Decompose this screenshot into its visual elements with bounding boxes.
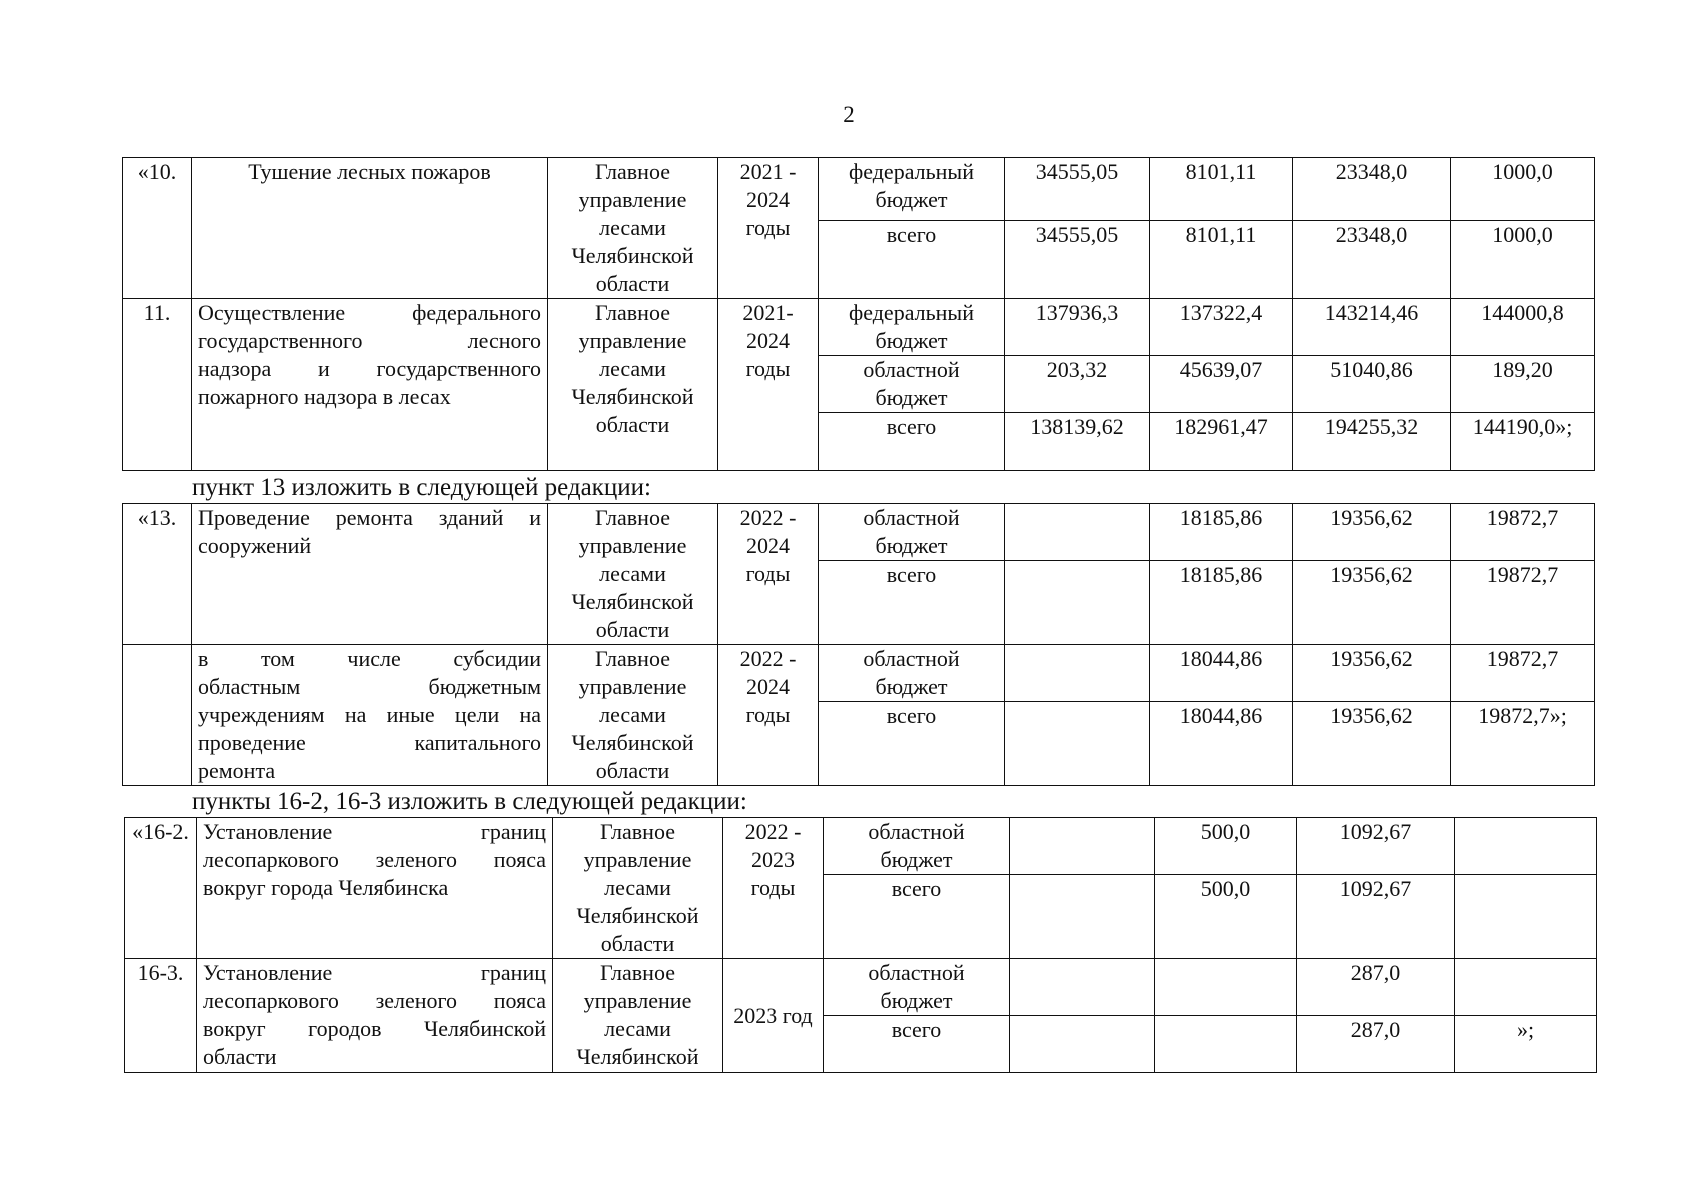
funding-source: областной бюджет [824,818,1010,875]
value-cell: 19872,7 [1451,504,1595,561]
value-cell [1455,875,1597,959]
value-cell: 287,0 [1297,959,1455,1016]
value-cell: 18185,86 [1150,504,1293,561]
measure-name-line: Проведение ремонта зданий и [198,505,541,530]
value-cell: 45639,07 [1150,356,1293,413]
value-cell: 500,0 [1155,875,1297,959]
value-cell: 138139,62 [1005,413,1150,471]
funding-source: федеральный бюджет [819,299,1005,356]
measure-name-line: пожарного надзора в лесах [198,384,451,409]
responsible-agency: Главное управление лесами Челябинской [553,959,723,1073]
row-number: 16-3. [125,959,197,1073]
responsible-agency: Главное управление лесами Челябинской области [553,818,723,959]
funding-source: всего [819,413,1005,471]
period: 2022 - 2024 годы [718,504,819,645]
value-cell: 18185,86 [1150,561,1293,645]
value-cell: 1000,0 [1451,158,1595,221]
measure-name [197,959,553,1073]
measure-name-line: в том числе субсидии [198,646,541,671]
value-cell [1155,1016,1297,1073]
measure-name-line: лесопаркового зеленого пояса [203,847,546,872]
value-cell [1455,959,1597,1016]
value-cell: 137936,3 [1005,299,1150,356]
value-cell: 19872,7 [1451,645,1595,702]
responsible-agency: Главное управление лесами Челябинской области [548,645,718,786]
value-cell: »; [1455,1016,1597,1073]
measure-name [192,299,548,471]
value-cell [1455,818,1597,875]
value-cell: 34555,05 [1005,158,1150,221]
value-cell: 51040,86 [1293,356,1451,413]
value-cell [1005,645,1150,702]
value-cell: 19356,62 [1293,645,1451,702]
funding-source: всего [819,561,1005,645]
measure-name-line: лесопаркового зеленого пояса [203,988,546,1013]
funding-source: областной бюджет [819,504,1005,561]
table-row [125,818,1597,875]
value-cell: 1092,67 [1297,875,1455,959]
value-cell: 182961,47 [1150,413,1293,471]
measure-name [192,504,548,645]
measure-name [192,645,548,786]
responsible-agency: Главное управление лесами Челябинской области [548,299,718,471]
measure-name-line: областным бюджетным [198,674,541,699]
row-number [123,645,192,786]
row-number: «10. [123,158,192,299]
measures-table-middle [122,503,1595,786]
measure-name-line: проведение капитального [198,730,541,755]
funding-source: всего [819,221,1005,299]
value-cell: 1092,67 [1297,818,1455,875]
value-cell: 19356,62 [1293,702,1451,786]
table-row [125,959,1597,1016]
value-cell: 18044,86 [1150,645,1293,702]
measure-name: Тушение лесных пожаров [192,158,548,299]
funding-source: всего [824,1016,1010,1073]
value-cell: 1000,0 [1451,221,1595,299]
measure-name-line: Установление границ [203,960,546,985]
value-cell: 194255,32 [1293,413,1451,471]
measure-name-line: ремонта [198,758,276,783]
value-cell: 18044,86 [1150,702,1293,786]
value-cell [1010,959,1155,1016]
value-cell: 23348,0 [1293,158,1451,221]
row-number: «16-2. [125,818,197,959]
funding-source: областной бюджет [819,356,1005,413]
value-cell: 144190,0»; [1451,413,1595,471]
measure-name-line: государственного лесного [198,328,541,353]
value-cell [1010,818,1155,875]
period: 2023 год [723,959,824,1073]
value-cell: 8101,11 [1150,221,1293,299]
value-cell [1010,1016,1155,1073]
value-cell: 8101,11 [1150,158,1293,221]
value-cell: 144000,8 [1451,299,1595,356]
table-row [123,504,1595,561]
measure-name-line: Осуществление федерального [198,300,541,325]
measure-name-line: вокруг города Челябинска [203,875,449,900]
funding-source: всего [824,875,1010,959]
measure-name-line: сооружений [198,533,312,558]
value-cell [1005,561,1150,645]
funding-source: областной бюджет [819,645,1005,702]
measure-name-line: надзора и государственного [198,356,541,381]
row-number: «13. [123,504,192,645]
measures-table-bottom [124,817,1597,1073]
period: 2021 - 2024 годы [718,158,819,299]
row-number: 11. [123,299,192,471]
value-cell: 19872,7»; [1451,702,1595,786]
value-cell: 23348,0 [1293,221,1451,299]
measures-table-top [122,157,1595,471]
period: 2021- 2024 годы [718,299,819,471]
funding-source: областной бюджет [824,959,1010,1016]
table-row [123,158,1595,221]
table-row [123,645,1595,702]
value-cell: 143214,46 [1293,299,1451,356]
value-cell: 19872,7 [1451,561,1595,645]
value-cell: 203,32 [1005,356,1150,413]
value-cell [1005,702,1150,786]
funding-source: федеральный бюджет [819,158,1005,221]
measure-name-line: учреждениям на иные цели на [198,702,541,727]
amendment-caption-13: пункт 13 изложить в следующей редакции: [192,474,651,501]
value-cell: 19356,62 [1293,561,1451,645]
value-cell: 287,0 [1297,1016,1455,1073]
responsible-agency: Главное управление лесами Челябинской области [548,504,718,645]
value-cell [1010,875,1155,959]
value-cell [1155,959,1297,1016]
value-cell: 19356,62 [1293,504,1451,561]
value-cell: 34555,05 [1005,221,1150,299]
measure-name-line: Установление границ [203,819,546,844]
amendment-caption-16: пункты 16-2, 16-3 изложить в следующей редакции: [192,788,747,815]
funding-source: всего [819,702,1005,786]
measure-name-line: вокруг городов Челябинской [203,1016,546,1041]
measure-name [197,818,553,959]
responsible-agency: Главное управление лесами Челябинской области [548,158,718,299]
value-cell: 137322,4 [1150,299,1293,356]
page-number: 2 [843,102,855,127]
value-cell: 189,20 [1451,356,1595,413]
value-cell [1005,504,1150,561]
measure-name-line: области [203,1044,277,1069]
value-cell: 500,0 [1155,818,1297,875]
period: 2022 - 2023 годы [723,818,824,959]
table-row [123,299,1595,356]
period: 2022 - 2024 годы [718,645,819,786]
